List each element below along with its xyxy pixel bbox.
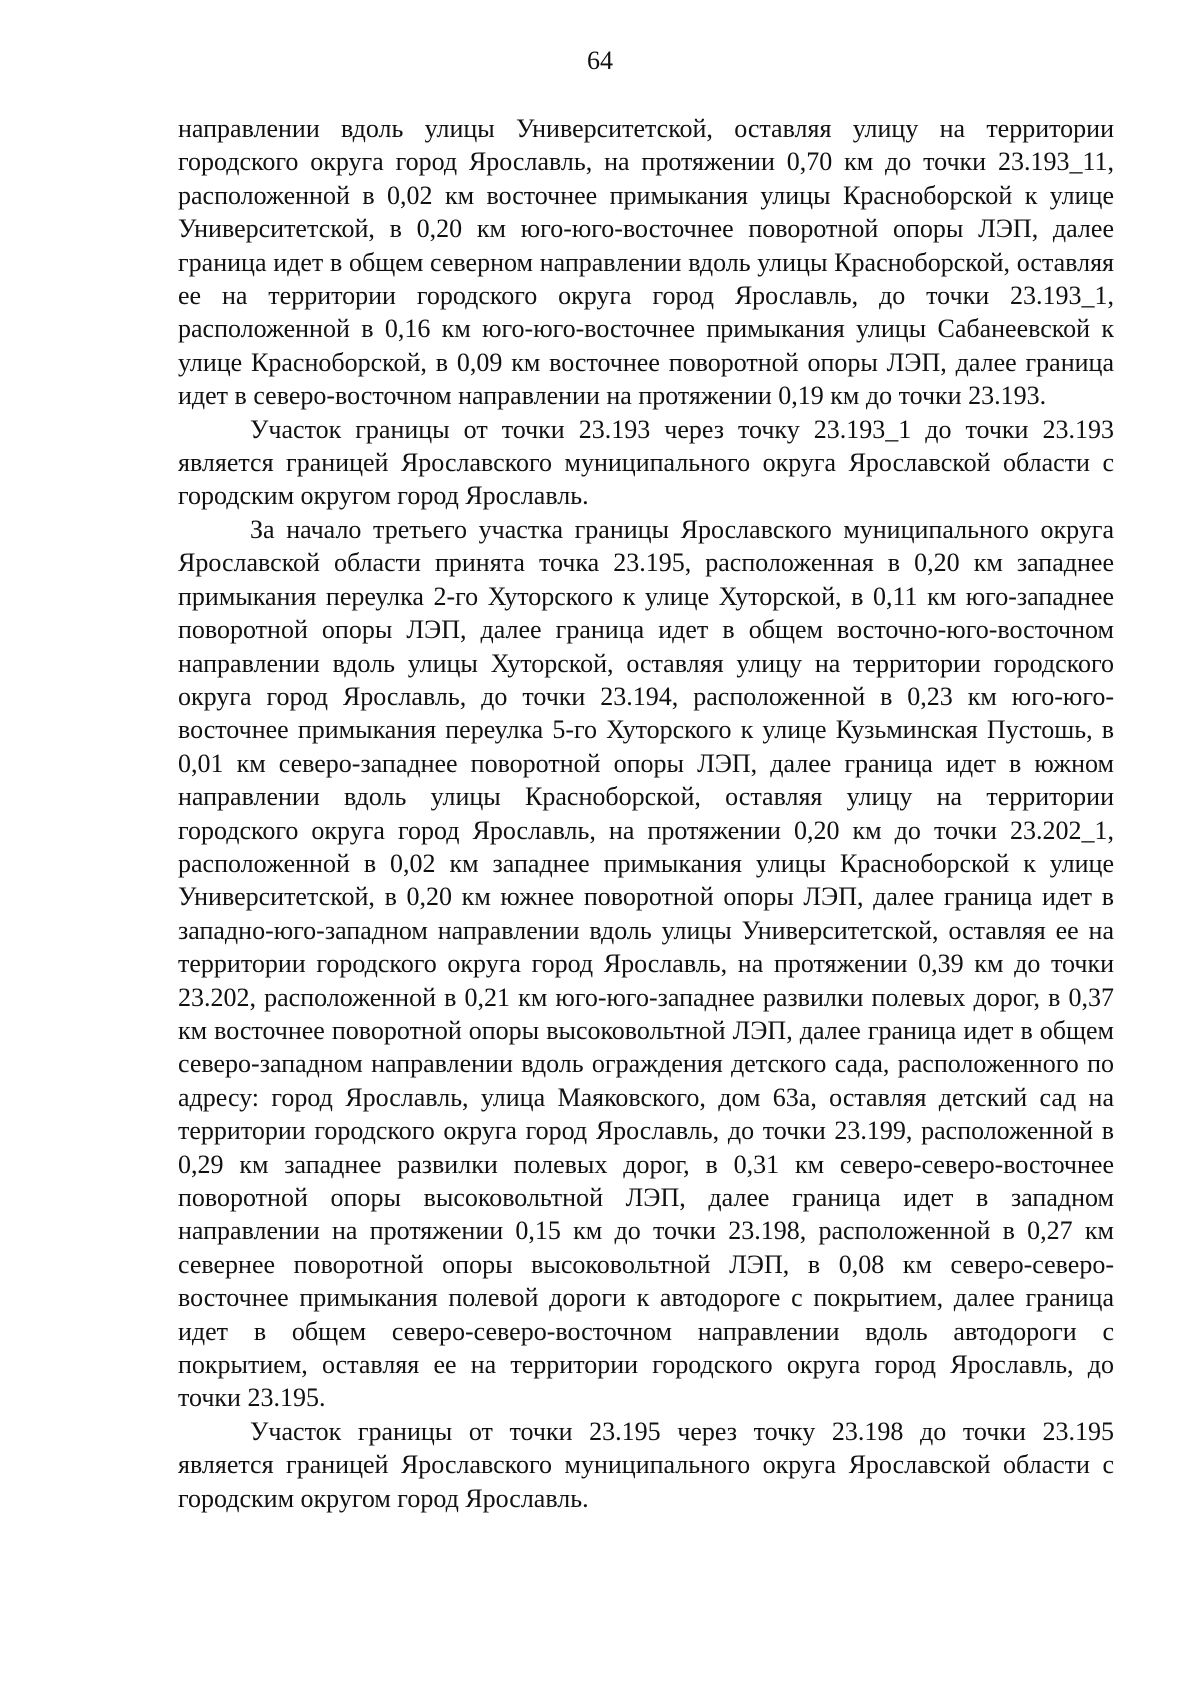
paragraph-continuation: направлении вдоль улицы Университетской, оставляя улицу на территории городского округа город Ярославль, на протяжении 0,70 км до точки 23.193_11, расположенной в 0,02 км восточнее примыкания улицы Красноборской к улице Университетской, в 0,20 км юго-юго-восточнее поворотной опоры ЛЭП, далее граница идет в общем северном направлении вдоль улицы Красноборской, оставляя ее на территории городского округа город Ярославль, до точки 23.193_1, расположенной в 0,16 км юго-юго-восточнее примыкания улицы Сабанеевской к улице Красноборской, в 0,09 км восточнее поворотной опоры ЛЭП, далее граница идет в северо-восточном направлении на протяжении 0,19 км до точки 23.193. (178, 114, 1114, 411)
paragraph-third-section: За начало третьего участка границы Ярославского муниципального округа Ярославской области принята точка 23.195, расположенная в 0,20 км западнее примыкания переулка 2-го Хуторского к улице Хуторской, в 0,11 км юго-западнее поворотной опоры ЛЭП, далее граница идет в общем восточно-юго-восточном направлении вдоль улицы Хуторской, оставляя улицу на территории городского округа город Ярославль, до точки 23.194, расположенной в 0,23 км юго-юго-восточнее примыкания переулка 5-го Хуторского к улице Кузьминская Пустошь, в 0,01 км северо-западнее поворотной опоры ЛЭП, далее граница идет в южном направлении вдоль улицы Красноборской, оставляя улицу на территории городского округа город Ярославль, на протяжении 0,20 км до точки 23.202_1, расположенной в 0,02 км западнее примыкания улицы Красноборской к улице Университетской, в 0,20 км южнее поворотной опоры ЛЭП, далее граница идет в западно-юго-западном направлении вдоль улицы Университетской, оставляя ее на территории городского округа город Ярославль, на протяжении 0,39 км до точки 23.202, расположенной в 0,21 км юго-юго-западнее развилки полевых дорог, в 0,37 км восточнее поворотной опоры высоковольтной ЛЭП, далее граница идет в общем северо-западном направлении вдоль ограждения детского сада, расположенного по адресу: город Ярославль, улица Маяковского, дом 63а, оставляя детский сад на территории городского округа город Ярославль, до точки 23.199, расположенной в 0,29 км западнее развилки полевых дорог, в 0,31 км северо-северо-восточнее поворотной опоры высоковольтной ЛЭП, далее граница идет в западном направлении на протяжении 0,15 км до точки 23.198, расположенной в 0,27 км севернее поворотной опоры высоковольтной ЛЭП, в 0,08 км северо-северо-восточнее примыкания полевой дороги к автодороге с покрытием, далее граница идет в общем северо-северо-восточном направлении вдоль автодороги с покрытием, оставляя ее на территории городского округа город Ярославль, до точки 23.195. (178, 514, 1114, 1413)
document-body (178, 112, 1114, 1515)
paragraph-third-section-summary: Участок границы от точки 23.195 через точку 23.198 до точки 23.195 является границей Ярославского муниципального округа Ярославской области с городским округом город Ярославль. (178, 1416, 1114, 1513)
page-number: 64 (587, 46, 613, 75)
paragraph-second-section-summary: Участок границы от точки 23.193 через точку 23.193_1 до точки 23.193 является границей Ярославского муниципального округа Ярославской области с городским округом город Ярославль. (178, 414, 1114, 511)
